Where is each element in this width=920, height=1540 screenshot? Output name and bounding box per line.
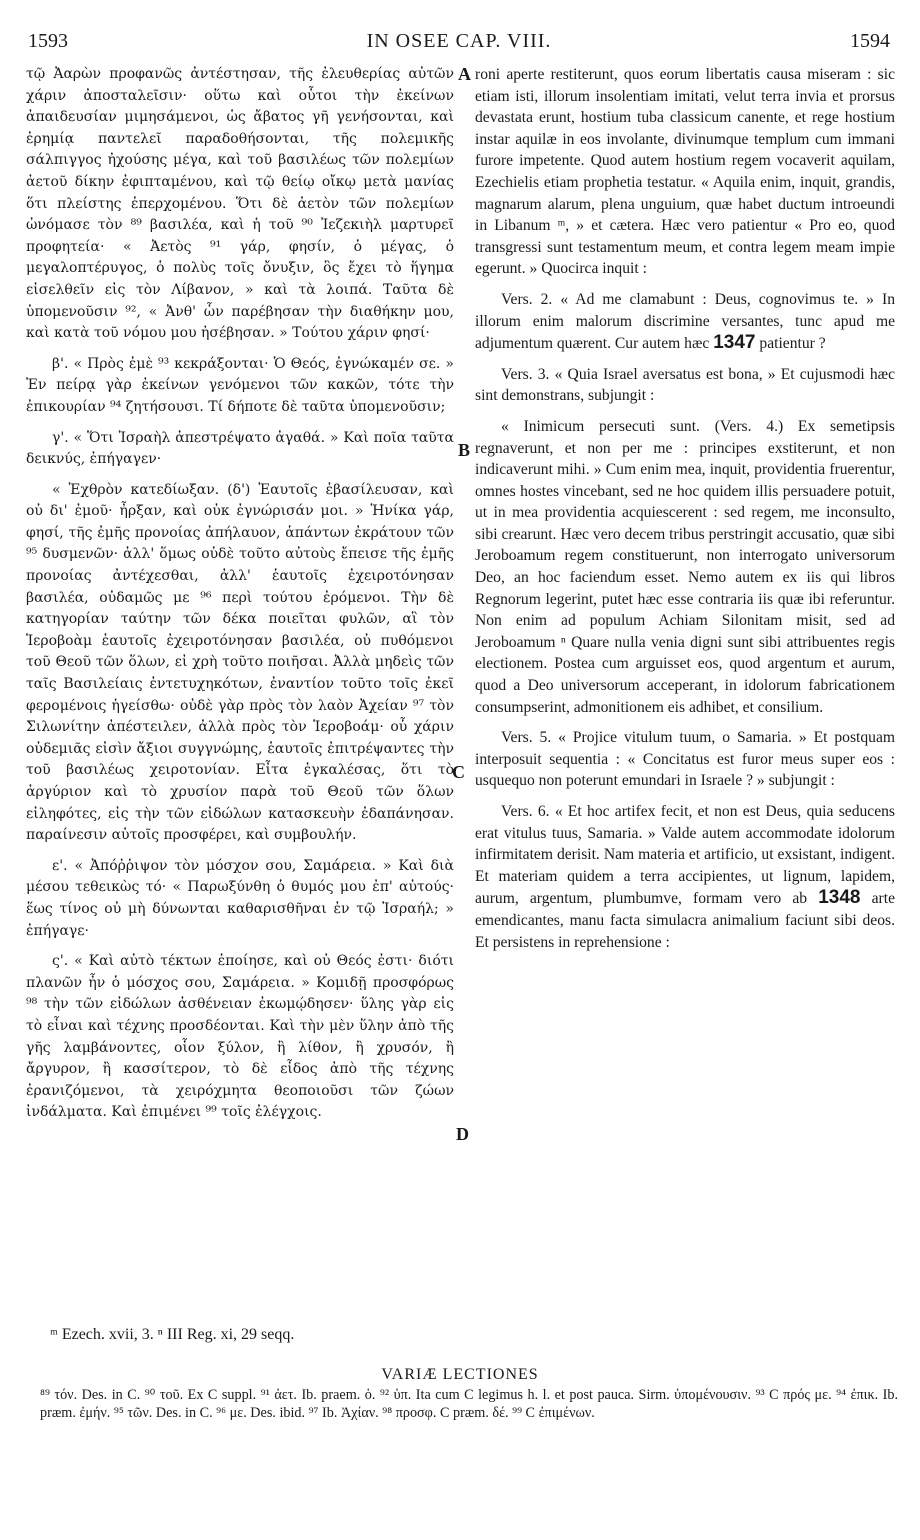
margin-letter-d: D xyxy=(456,1124,469,1144)
greek-paragraph: ε'. « Ἀπόῤῥιψον τὸν μόσχον σου, Σαμάρεια. » Καὶ διὰ μέσου τεθεικὼς τό· « Παρωξύνθη ὁ θυμός μου ἐπ' αὐτούς· ἕως τίνος οὐ μὴ δύνωνται καθαρισθῆναι ἐν τῷ Ἰσραήλ; » ἐπήγαγε· xyxy=(26,857,454,939)
latin-text: Vers. 6. « Et hoc artifex fecit, et non est Deus, quia seducens erat vitulus tuus, Samaria. » Valde autem accommodate idolorum infirmitatem derisit. Nam materia et artificio, ut exsistant, indigent. Et materiam quidem a terra accipientes, ut lignum, lapidem, aurum, argentum, plumbumve, formam vero ab xyxy=(475,803,895,908)
scripture-footnotes: ᵐ Ezech. xvii, 3. ⁿ III Reg. xi, 29 seqq. xyxy=(50,1326,295,1343)
latin-paragraph xyxy=(475,801,895,953)
latin-paragraph: « Inimicum persecuti sunt. (Vers. 4.) Ex semetipsis regnaverunt, et non per me : principes exstiterunt, et non indicaverunt mihi. » Cum enim mea, inquit, providentia fruerentur, omnes hostes vincebant, sed ne hoc quidem illis persuadere potuit, ut in mea providentia acquiescerent : sed regem, me inconsulto, sibi crearunt. Hæc vero decem tribus perstringit accusatio, quæ sibi Jeroboamum regem constituerunt, non interrogato universorum Deo, an hoc faciendum esset. Nemo autem ex iis qui libros Regnorum legerint, putet hæc esse contraria iis quæ ibi referuntur. Non enim ad populum Achiam Silonitam misit, sed ad Jeroboamum ⁿ Quare nulla venia digni sunt sibi attribuentes regis electionem. Postea cum arguisset eos, quod argentum et aurum, quod a Deo universorum acceperant, in idolorum fabricationem consumpserint, admonitionem eis adhibet, et consilium. xyxy=(475,417,895,716)
page-number-left: 1593 xyxy=(28,30,68,52)
page-header xyxy=(28,30,890,60)
margin-letter-c: C xyxy=(452,762,465,782)
greek-paragraph: γ'. « Ὅτι Ἰσραὴλ ἀπεστρέψατο ἀγαθά. » Καὶ ποῖα ταῦτα δεικνύς, ἐπήγαγεν· xyxy=(26,429,454,468)
latin-paragraph: Vers. 5. « Projice vitulum tuum, o Samaria. » Et postquam interposuit sequentia : « Concitatus est furor meus super eos : usquequo non poterunt emundari in Israele ? » subjungit : xyxy=(475,729,895,790)
latin-text: Vers. 2. « Ad me clamabunt : Deus, cognovimus te. » In illorum enim malorum discrimine versantes, tunc apud me adjumentum quærent. Cur autem hæc xyxy=(475,290,895,353)
latin-column xyxy=(475,64,895,1304)
margin-letter-b: B xyxy=(458,440,471,460)
latin-paragraph: roni aperte restiterunt, quos eorum libertatis causa miseram : sic etiam isti, illorum insolentiam imitati, velut terra invia et prorsus devastata erunt, hostium tuba classicum canente, et rege hostium instar aquilæ in eos involante, divinumque templum cum immani furore impetente. Quod autem hostium regem vocaverit aquilam, Ezechielis etiam prophetia testatur. « Aquila enim, inquit, grandis, magnarum alarum, plena unguium, quæ habet ductum introeundi in Libanum ᵐ, » et cætera. Hæc vero patientur « Pro eo, quod transgressi sunt testamentum meum, et contra legem meam impie egerunt. » Quocirca inquit : xyxy=(475,66,895,278)
column-number: 1347 xyxy=(713,332,756,354)
latin-paragraph: Vers. 3. « Quia Israel aversatus est bona, » Et cujusmodi hæc sint demonstrans, subjungit : xyxy=(475,365,895,405)
running-title: IN OSEE CAP. VIII. xyxy=(366,30,552,52)
variae-lectiones-notes: ⁸⁹ τόν. Des. in C. ⁹⁰ τοῦ. Ex C suppl. ⁹¹ ἀετ. Ib. praem. ὁ. ⁹² ὑπ. Ita cum C legimus h. l. et post pauca. Sirm. ὑπομένουσιν. ⁹³ C πρός με. ⁹⁴ ἐπικ. Ib. præm. ἐμήν. ⁹⁵ τῶν. Des. in C. ⁹⁶ με. Des. ibid. ⁹⁷ Ib. Ἀχίαν. ⁹⁸ προσφ. C præm. δέ. ⁹⁹ C ἐπιμένων. xyxy=(40,1387,898,1421)
greek-paragraph: « Ἐχθρὸν κατεδίωξαν. (δ') Ἑαυτοῖς ἐβασίλευσαν, καὶ οὐ δι' ἐμοῦ· ἦρξαν, καὶ οὐκ ἐγνώρισάν μοι. » Ἡνίκα γάρ, φησί, τῆς ἐμῆς προνοίας ἀπήλαυον, ἁπάντων ἐκράτουν τῶν ⁹⁵ δυσμενῶν· ἀλλ' ὅμως οὐδὲ τοῦτο αὐτοὺς ἔπεισε τῆς ἐμῆς προνοίας ἀντέχεσθαι, ἀλλ' ἑαυτοῖς ἐχειροτόνησαν βασιλέα, οὐδαμῶς με ⁹⁶ περὶ τούτου ἐρόμενοι. Τὴν δὲ κατηγορίαν ταύτην τῶν δέκα ποιεῖται φυλῶν, αἳ τὸν Ἱεροβοὰμ ἑαυτοῖς ἐχειροτόνησαν βασιλέα, οὐ πυθόμενοι τοῦ Θεοῦ τῶν ὅλων, εἰ χρὴ τοῦτο ποιῆσαι. Ἀλλὰ μηδεὶς τῶν ταῖς Βασιλείαις ἐντετυχηκότων, ἐναντίον τοῦτο τοῖς ἐκεῖ φερομένοις ἡγείσθω· οὐδὲ γὰρ πρὸς τὸν λαὸν Ἀχείαν ⁹⁷ τὸν Σιλωνίτην ἀπέστειλεν, ἀλλὰ πρὸς τὸν Ἱεροβοάμ· οὗ χάριν οὐδεμιᾶς εἰσὶν ἄξιοι συγγνώμης, ἑαυτοῖς ἐπιτρέψαντες τὴν τοῦ βασιλέως χειροτονίαν. Εἶτα ἐγκαλέσας, ὅτι τὸ ἀργύριον καὶ τὸ χρυσίον παρὰ τοῦ Θεοῦ τῶν ὅλων εἰληφότες, εἰς τὴν τῶν εἰδώλων κατασκευὴν ἐδαπάνησαν. παραίνεσιν αὐτοῖς προσφέρει, καὶ συμβουλήν. xyxy=(26,481,454,844)
page-number-right: 1594 xyxy=(850,30,890,52)
greek-paragraph: β'. « Πρὸς ἐμὲ ⁹³ κεκράξονται· Ὁ Θεός, ἐγνώκαμέν σε. » Ἐν πείρᾳ γὰρ ἐκείνων γενόμενοι τῶν κακῶν, τότε τὴν ἐπικουρίαν ⁹⁴ ζητήσουσι. Τί δήποτε δὲ ταῦτα ὑπομενοῦσιν; xyxy=(26,355,454,415)
latin-text: patientur ? xyxy=(759,335,826,353)
latin-text: arte emendicantes, manu facta simulacra animalium faciunt sibi deos. Et persistens in reprehensione : xyxy=(475,890,895,951)
margin-letter-a: A xyxy=(458,64,471,84)
greek-column xyxy=(26,64,454,1304)
column-number: 1348 xyxy=(818,887,861,909)
greek-paragraph: ς'. « Καὶ αὐτὸ τέκτων ἐποίησε, καὶ οὐ Θεός ἐστι· διότι πλανῶν ἦν ὁ μόσχος σου, Σαμάρεια. » Κομιδῇ προσφόρως ⁹⁸ τὴν τῶν εἰδώλων ἀσθένειαν ἐκωμῴδησεν· ὕλης γὰρ εἰς τὸ εἶναι καὶ τέχνης προσδέονται. Καὶ τὴν μὲν ὕλην ἀπὸ τῆς γῆς λαμβάνοντες, οἷον ξύλον, ἢ λίθον, ἢ χρυσόν, ἢ ἄργυρον, ἢ κασσίτερον, τὸ δὲ εἶδος ἀπὸ τῆς τέχνης ἐρανιζόμενοι, τὰ χειρόχμητα θεοποιοῦσι τῶν ζώων ἰνδάλματα. Καὶ ἐπιμένει ⁹⁹ τοῖς ἐλέγχοις. xyxy=(26,953,454,1121)
greek-paragraph: τῷ Ἀαρὼν προφανῶς ἀντέστησαν, τῆς ἐλευθερίας αὐτῶν χάριν ἀποσταλεῖσιν· οὕτω καὶ οὗτοι τὴν ἐκείνων ἀπαιδευσίαν μιμησάμενοι, ὡς ἄβατος γῆ γενήσονται, καὶ ἐρημίᾳ παντελεῖ παραδοθήσονται, τῆς πολεμικῆς σάλπιγγος ἠχούσης μέγα, καὶ τοῦ βασιλέως τῶν πολεμίων ἀετοῦ δίκην ἐφιπταμένου, καὶ τῷ θείῳ οἴκῳ μετὰ μανίας ὅτι πλείστης ἐπερχομένου. Ὅτι δὲ ἀετὸν τῶν πολεμίων ὠνόμασε τὸν ⁸⁹ βασιλέα, καὶ ἡ τοῦ ⁹⁰ Ἰεζεκιὴλ μαρτυρεῖ προφητεία· « Ἀετὸς ⁹¹ γάρ, φησίν, ὁ μέγας, ὁ μεγαλοπτέρυγος, ὁ πολὺς τοῖς ὄνυξιν, ὃς ἔχει τὸ ἥγημα εἰσελθεῖν εἰς τὸν Λίβανον, » καὶ τὰ λοιπά. Ταῦτα δὲ ὑπομενοῦσιν ⁹², « Ἀνθ' ὧν παρέβησαν τὴν διαθήκην μου, καὶ κατὰ τοῦ νόμου μου ἠσέβησαν. » Τούτου χάριν φησί· xyxy=(26,66,454,342)
latin-paragraph xyxy=(475,289,895,355)
variae-lectiones-title: VARIÆ LECTIONES xyxy=(381,1366,539,1383)
